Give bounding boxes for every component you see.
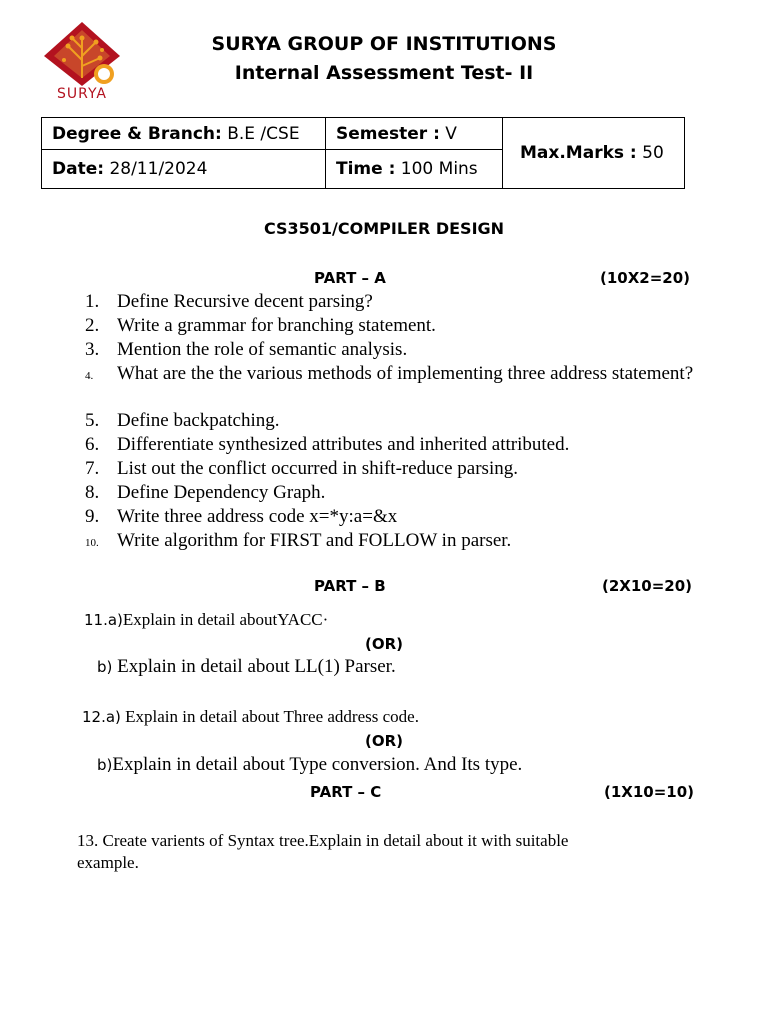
question-number: 1. bbox=[85, 291, 100, 312]
question-text: Explain in detail aboutYACC· bbox=[122, 610, 329, 629]
date-value: 28/11/2024 bbox=[104, 159, 208, 179]
question-label: b) bbox=[97, 658, 113, 676]
question-label: 11.a) bbox=[84, 611, 123, 629]
question-10 bbox=[85, 529, 697, 555]
question-text: Differentiate synthesized attributes and inherited attributed. bbox=[117, 434, 570, 455]
question-1 bbox=[85, 290, 697, 314]
degree-cell bbox=[42, 118, 326, 150]
question-number: 10. bbox=[85, 537, 99, 549]
question-number: 5. bbox=[85, 410, 100, 431]
semester-cell bbox=[326, 118, 503, 150]
question-3 bbox=[85, 338, 697, 362]
part-a-marks: (10X2=20) bbox=[600, 269, 691, 287]
question-text: What are the the various methods of implementing three address statement? bbox=[117, 363, 694, 384]
question-number: 7. bbox=[85, 458, 100, 479]
date-label: Date: bbox=[52, 159, 105, 179]
question-text: Define backpatching. bbox=[117, 410, 280, 431]
degree-label: Degree & Branch: bbox=[52, 123, 222, 144]
or-separator: (OR) bbox=[364, 732, 403, 750]
question-8 bbox=[85, 481, 697, 505]
question-number: 3. bbox=[85, 339, 100, 360]
question-number: 8. bbox=[85, 482, 100, 503]
question-number: 2. bbox=[85, 315, 100, 336]
question-number: 4. bbox=[85, 370, 94, 382]
question-text: Explain in detail about Type conversion. And Its type. bbox=[112, 754, 523, 775]
question-11a bbox=[84, 610, 328, 630]
question-text: Mention the role of semantic analysis. bbox=[117, 339, 408, 360]
question-13-line-2: example. bbox=[77, 853, 139, 872]
or-separator: (OR) bbox=[364, 635, 403, 653]
max-marks-value: 50 bbox=[636, 143, 664, 163]
part-c-title: PART – C bbox=[310, 783, 382, 801]
degree-value: B.E /CSE bbox=[221, 123, 300, 144]
question-text: List out the conflict occurred in shift-reduce parsing. bbox=[117, 458, 518, 479]
exam-info-table bbox=[41, 117, 685, 189]
question-6 bbox=[85, 433, 697, 457]
question-text: Explain in detail about Three address code. bbox=[120, 707, 419, 726]
question-label: b) bbox=[97, 756, 113, 774]
part-c-marks: (1X10=10) bbox=[604, 783, 695, 801]
institution-name: SURYA GROUP OF INSTITUTIONS bbox=[211, 33, 557, 55]
semester-value: V bbox=[439, 123, 457, 144]
time-label: Time : bbox=[336, 159, 396, 179]
semester-label: Semester : bbox=[336, 123, 440, 144]
question-number: 9. bbox=[85, 506, 100, 527]
question-text: Explain in detail about LL(1) Parser. bbox=[112, 656, 396, 677]
question-12b bbox=[97, 754, 522, 776]
max-marks-label: Max.Marks : bbox=[520, 143, 637, 163]
question-13-line-1: 13. Create varients of Syntax tree.Explain in detail about it with suitable bbox=[77, 831, 569, 850]
question-text: Write algorithm for FIRST and FOLLOW in parser. bbox=[117, 530, 512, 551]
question-label: 12.a) bbox=[82, 708, 121, 726]
question-11b bbox=[97, 656, 396, 678]
question-12a bbox=[82, 707, 419, 727]
part-b-marks: (2X10=20) bbox=[602, 577, 693, 595]
time-value: 100 Mins bbox=[395, 159, 478, 179]
question-number: 6. bbox=[85, 434, 100, 455]
logo-text: SURYA bbox=[56, 86, 107, 102]
question-text: Define Dependency Graph. bbox=[117, 482, 326, 503]
date-cell bbox=[42, 150, 326, 189]
question-text: Define Recursive decent parsing? bbox=[117, 291, 373, 312]
part-b-title: PART – B bbox=[314, 577, 386, 595]
course-title: CS3501/COMPILER DESIGN bbox=[263, 219, 505, 238]
question-7 bbox=[85, 457, 697, 481]
max-marks-cell bbox=[503, 118, 685, 189]
question-5 bbox=[85, 409, 697, 433]
question-text: Write three address code x=*y:a=&x bbox=[117, 506, 398, 527]
question-2 bbox=[85, 314, 697, 338]
test-title: Internal Assessment Test- II bbox=[234, 62, 534, 84]
question-9 bbox=[85, 505, 697, 529]
time-cell bbox=[326, 150, 503, 189]
question-text: Write a grammar for branching statement. bbox=[117, 315, 436, 336]
question-4 bbox=[85, 362, 697, 388]
part-a-title: PART – A bbox=[314, 269, 386, 287]
